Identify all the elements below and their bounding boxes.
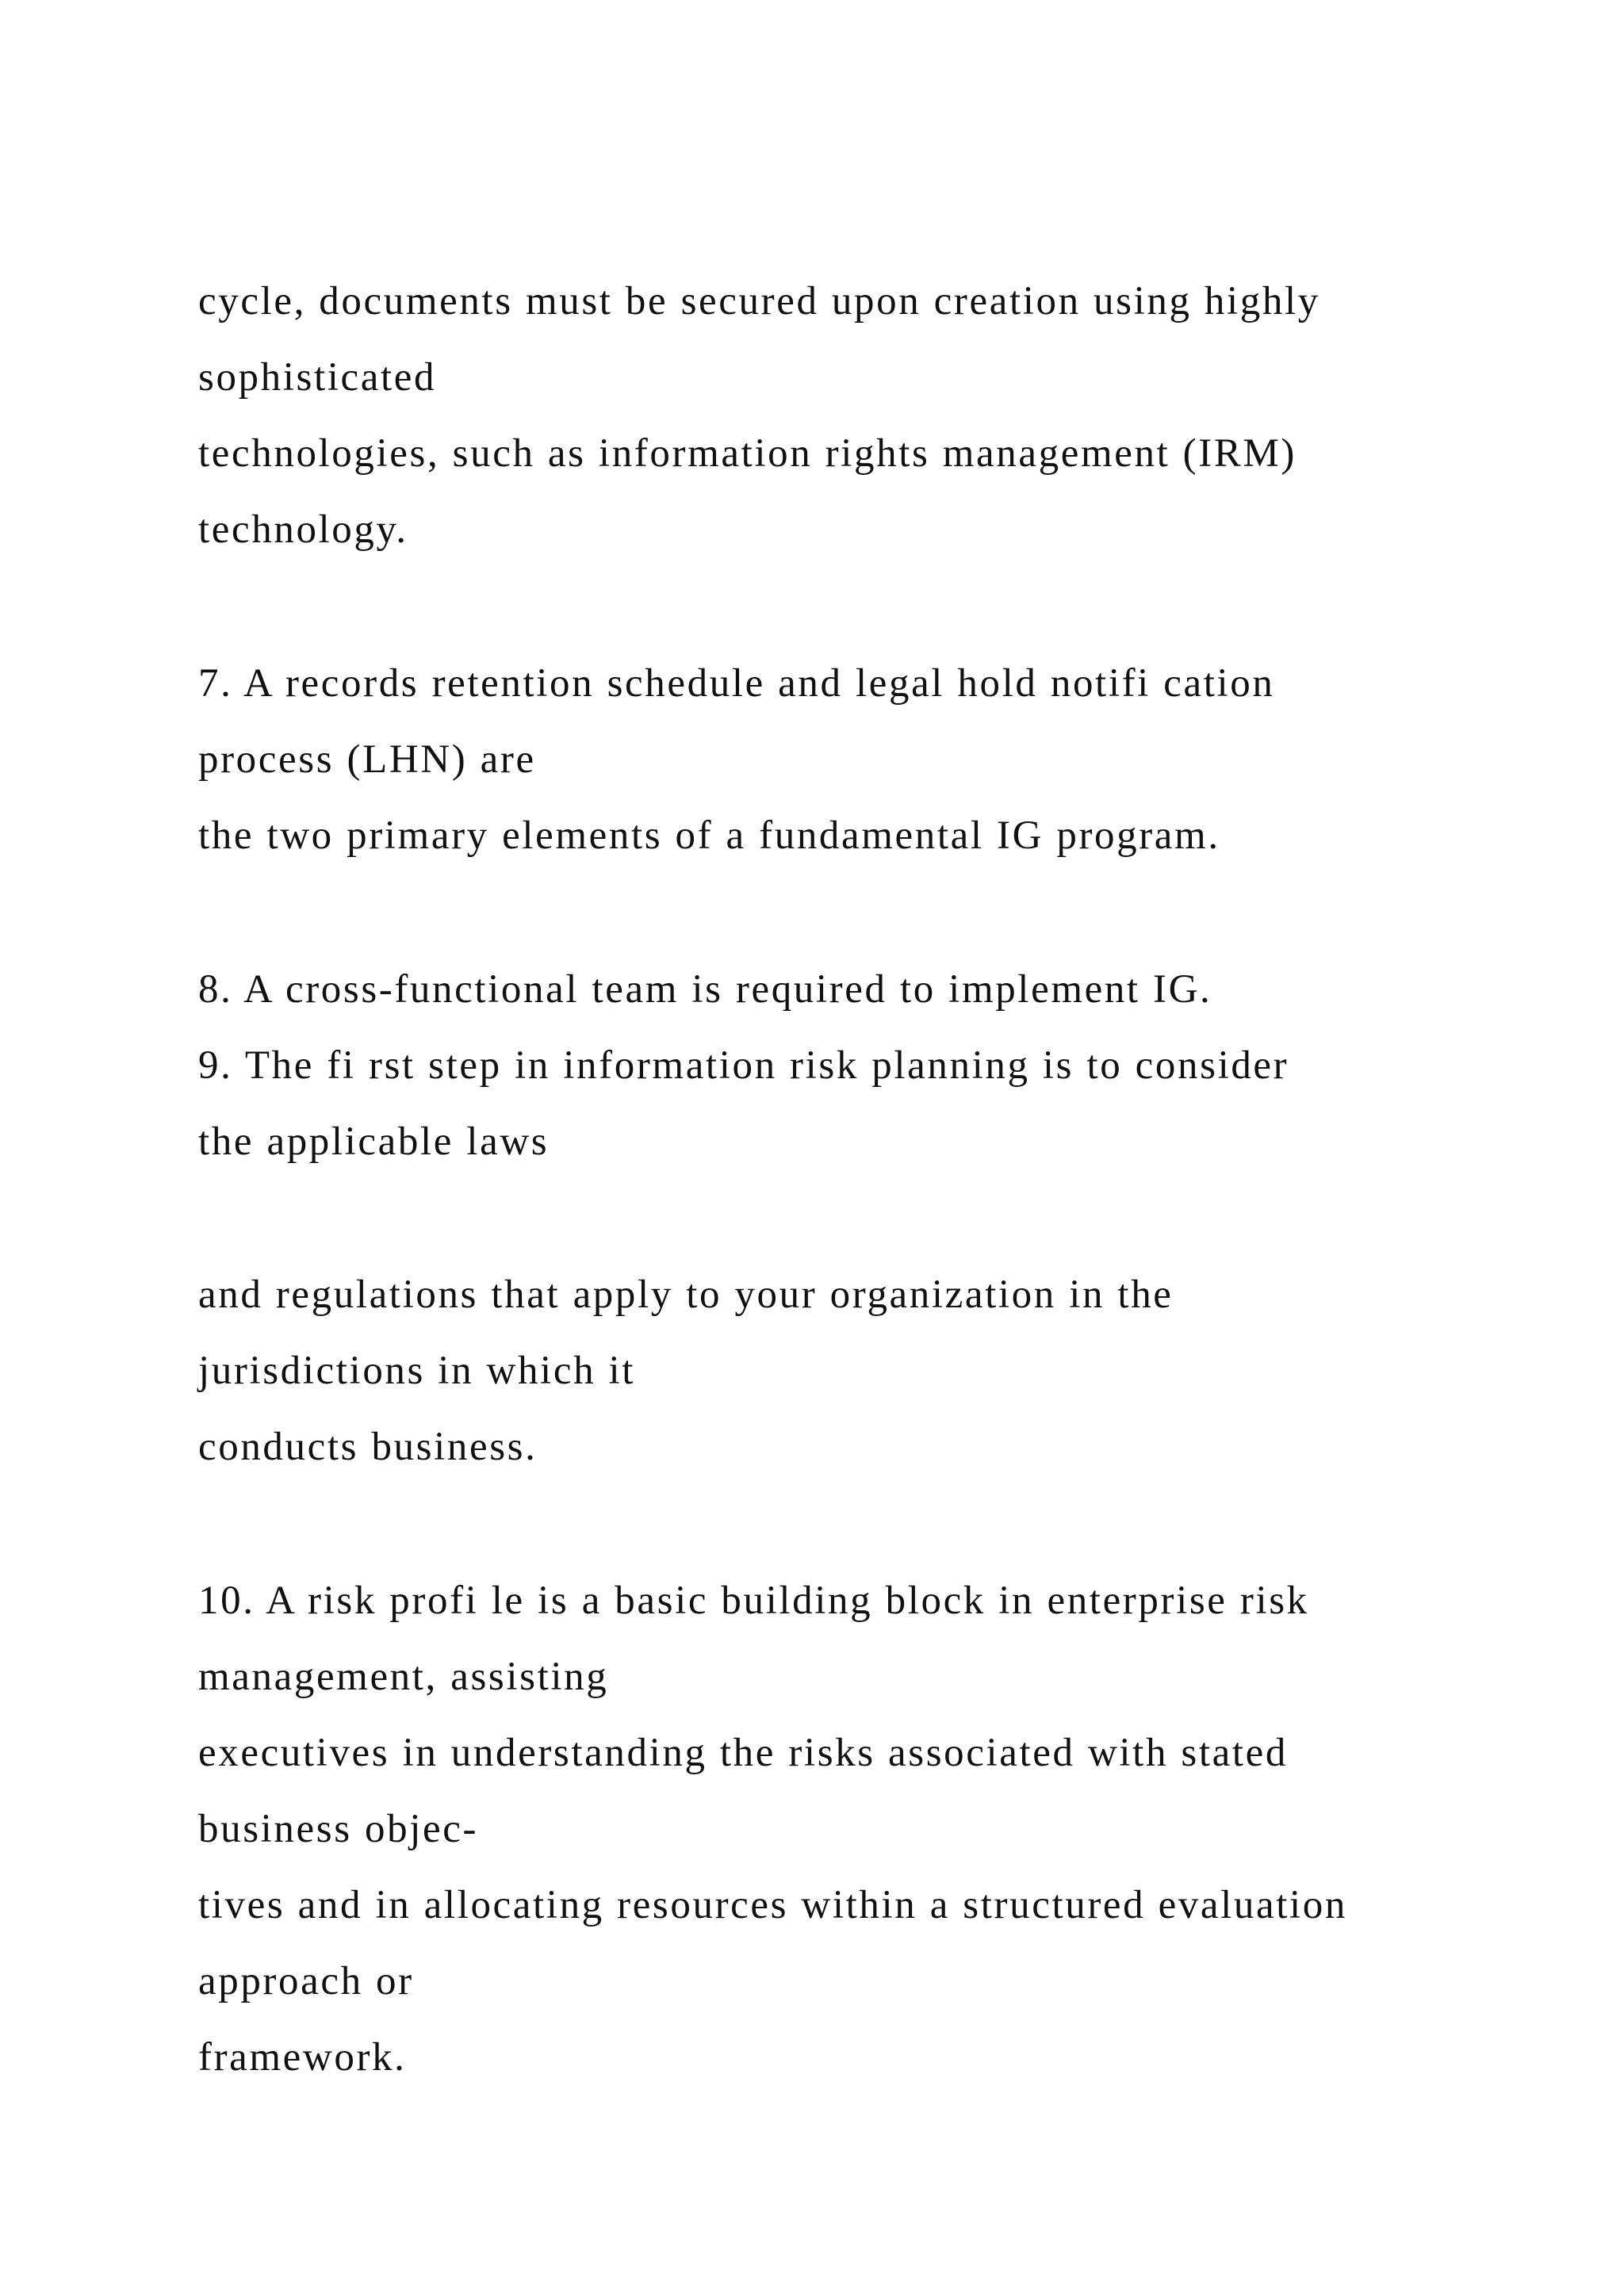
list-item-9-line: 9. The fi rst step in information risk planning is to consider [198, 1043, 1289, 1088]
text-line: sophisticated [198, 355, 437, 400]
text-line: management, assisting [198, 1655, 609, 1699]
text-line: conducts business. [198, 1425, 538, 1469]
text-line: framework. [198, 2035, 407, 2080]
text-line: and regulations that apply to your organization in the [198, 1272, 1174, 1317]
text-line: the two primary elements of a fundamental IG program. [198, 813, 1220, 858]
text-line: jurisdictions in which it [198, 1349, 636, 1393]
text-line: technologies, such as information rights management (IRM) [198, 431, 1297, 476]
text-line: cycle, documents must be secured upon creation using highly [198, 279, 1320, 323]
text-line: technology. [198, 507, 408, 552]
text-line: business objec- [198, 1807, 479, 1851]
list-item-7-line: 7. A records retention schedule and legal hold notifi cation [198, 661, 1275, 706]
text-line: tives and in allocating resources within a structured evaluation [198, 1883, 1348, 1927]
list-item-8-line: 8. A cross-functional team is required to implement IG. [198, 967, 1212, 1012]
text-line: approach or [198, 1959, 414, 2003]
text-line: the applicable laws [198, 1119, 550, 1164]
list-item-10-line: 10. A risk profi le is a basic building block in enterprise risk [198, 1578, 1309, 1623]
text-line: executives in understanding the risks associated with stated [198, 1731, 1288, 1775]
text-line: process (LHN) are [198, 737, 536, 782]
